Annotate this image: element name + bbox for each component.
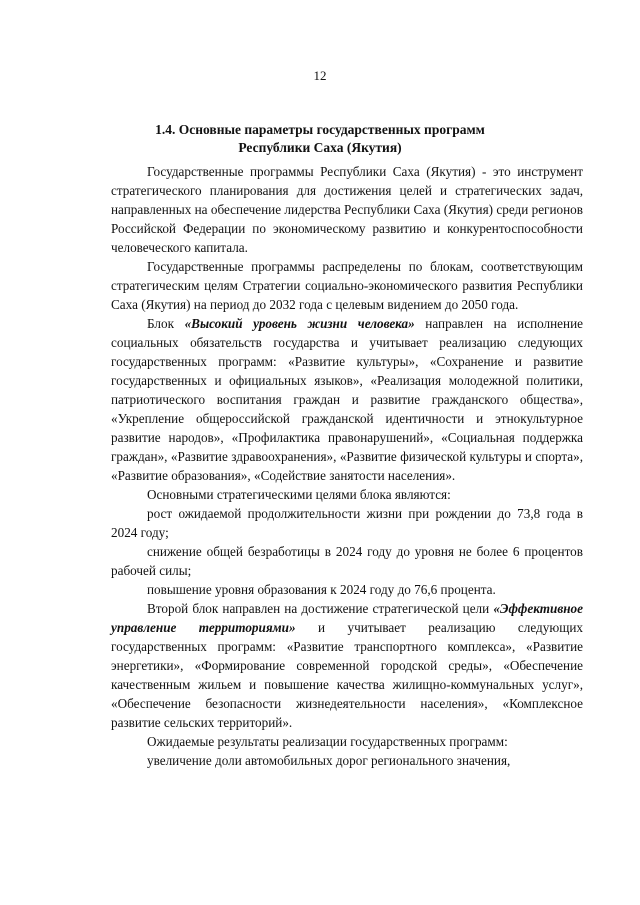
paragraph-intro: Государственные программы Республики Саха (Якутия) - это инструмент стратегического планирования для достижения целей и стратегических задач, направленных на обеспечение лидерства Республики Саха (Якутия) среди регионов Российской Федерации по экономическому развитию и конкурентоспособности человеческого капитала. [111,164,583,255]
paragraph-block-one [111,314,583,485]
section-heading [100,121,540,157]
goal-unemployment: снижение общей безработицы в 2024 году до уровня не более 6 процентов рабочей силы; [111,544,583,578]
page-number: 12 [313,68,327,83]
paragraph-blocks: Государственные программы распределены по блокам, соответствующим стратегическим целям Стратегии социально-экономического развития Республики Саха (Якутия) на период до 2032 года с целевым видением до 2050 года. [111,259,583,312]
paragraph-goals-intro: Основными стратегическими целями блока являются: [147,487,451,502]
paragraph-block-one-prefix: Блок [147,316,185,331]
goal-education: повышение уровня образования к 2024 году до 76,6 процента. [147,582,496,597]
heading-line-2: Республики Саха (Якутия) [238,140,402,155]
goal-life-expectancy: рост ожидаемой продолжительности жизни при рождении до 73,8 года в 2024 году; [111,506,583,540]
block-two-title: «Эффективное управление территориями» [111,601,583,635]
paragraph-block-two [111,599,583,732]
paragraph-block-two-text: и учитывает реализацию следующих государственных программ: «Развитие транспортного комплекса», «Развитие энергетики», «Формирование современной городской среды», «Обеспечение качественным жильем и повышение качества жилищно-коммунальных услуг», «Обеспечение безопасности жизнедеятельности населения», «Комплексное развитие сельских территорий». [111,620,584,730]
block-one-title: «Высокий уровень жизни человека» [184,316,415,331]
paragraph-block-two-prefix: Второй блок направлен на достижение стратегической цели [147,601,494,616]
heading-line-1: 1.4. Основные параметры государственных программ [155,122,485,137]
document-body [111,162,583,770]
result-roads: увеличение доли автомобильных дорог регионального значения, [147,753,511,768]
paragraph-expected-results: Ожидаемые результаты реализации государственных программ: [147,734,508,749]
paragraph-block-one-text: направлен на исполнение социальных обязательств государства и учитывает реализацию следующих государственных программ: «Развитие культуры», «Сохранение и развитие государственных и официальных языков», «Реализация молодежной политики, патриотического воспитания граждан и развитие гражданского общества», «Укрепление общероссийской гражданской идентичности и этнокультурное развитие народов», «Профилактика правонарушений», «Социальная поддержка граждан», «Развитие здравоохранения», «Развитие физической культуры и спорта», «Развитие образования», «Содействие занятости населения». [111,316,584,483]
